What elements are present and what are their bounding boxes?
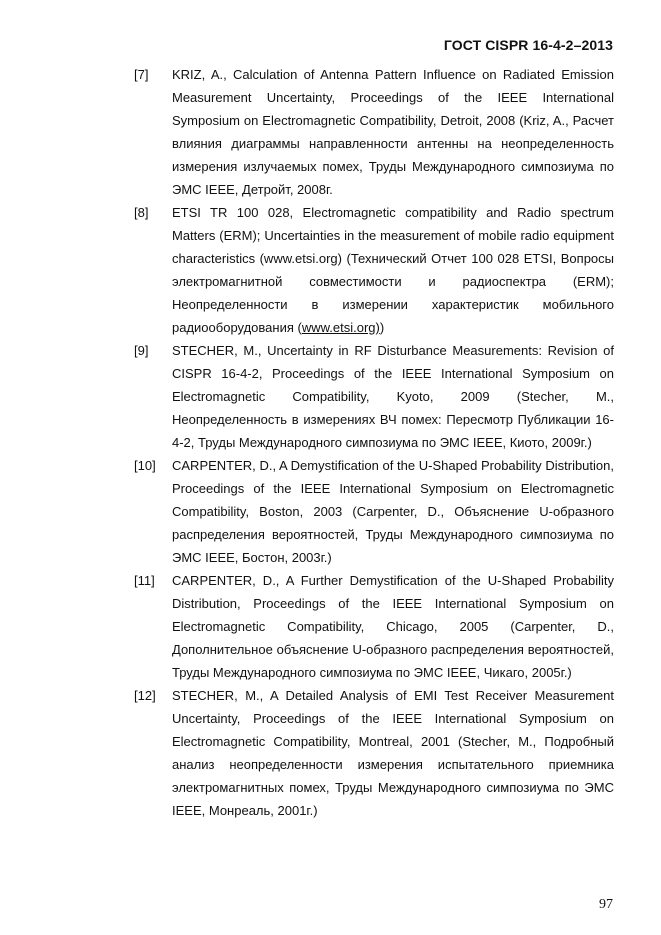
reference-number: [8] (134, 205, 149, 220)
reference-text: STECHER, M., A Detailed Analysis of EMI Test Receiver Measurement Uncertainty, Proceedings of the IEEE International Symposium on Electromagnetic Compatibility, Montreal, 2001 (Stecher, M., Подробный анализ неопределенности измерения испытательного приемника электромагнитных помех, Труды Международного симпозиума по ЭМС IEEE, Монреаль, 2001г.) (172, 688, 614, 818)
etsi-link[interactable]: www.etsi.org) (301, 320, 380, 335)
reference-item (134, 63, 614, 201)
page-number: 97 (599, 897, 613, 912)
reference-number: [9] (134, 343, 149, 358)
reference-list (134, 63, 614, 822)
reference-item (134, 201, 614, 339)
reference-number: [10] (134, 458, 156, 473)
reference-text: CARPENTER, D., A Demystification of the U-Shaped Probability Distribution, Proceedings of the IEEE International Symposium on Electromagnetic Compatibility, Boston, 2003 (Carpenter, D., Объяснение U-образного распределения вероятностей, Труды Международного симпозиума по ЭМС IEEE, Бостон, 2003г.) (172, 458, 614, 565)
reference-text: CARPENTER, D., A Further Demystification of the U-Shaped Probability Distribution, Proceedings of the IEEE International Symposium on Electromagnetic Compatibility, Chicago, 2005 (Carpenter, D., Дополнительное объяснение U-образного распределения вероятностей, Труды Международного симпозиума по ЭМС IEEE, Чикаго, 2005г.) (172, 573, 614, 680)
reference-item (134, 684, 614, 822)
reference-text-after-link: ) (379, 320, 385, 335)
reference-item (134, 569, 614, 684)
reference-text: KRIZ, A., Calculation of Antenna Pattern Influence on Radiated Emission Measurement Uncertainty, Proceedings of the IEEE International Symposium on Electromagnetic Compatibility, Detroit, 2008 (Kriz, A., Расчет влияния диаграммы направленности антенны на неопределенность измерения излучаемых помех, Труды Международного симпозиума по ЭМС IEEE, Детройт, 2008г. (172, 67, 614, 197)
reference-item (134, 454, 614, 569)
reference-number: [11] (134, 573, 155, 588)
document-header: ГОСТ CISPR 16-4-2–2013 (443, 37, 613, 53)
reference-text (172, 201, 614, 339)
reference-text: STECHER, M., Uncertainty in RF Disturbance Measurements: Revision of CISPR 16-4-2, Proceedings of the IEEE International Symposium on Electromagnetic Compatibility, Kyoto, 2009 (Stecher, M., Неопределенность в измерениях ВЧ помех: Пересмотр Публикации 16-4-2, Труды Международного симпозиума по ЭМС IEEE, Киото, 2009г.) (172, 343, 614, 450)
reference-item (134, 339, 614, 454)
reference-number: [7] (134, 67, 149, 82)
reference-text-before-link: ETSI TR 100 028, Electromagnetic compatibility and Radio spectrum Matters (ERM); Uncertainties in the measurement of mobile radio equipment characteristics (www.etsi.org) (Технический Отчет 100 028 ETSI, Вопросы электромагнитной совместимости и радиоспектра (ERM); Неопределенности в измерении характеристик мобильного радиооборудования ( (172, 205, 614, 335)
reference-number: [12] (134, 688, 156, 703)
